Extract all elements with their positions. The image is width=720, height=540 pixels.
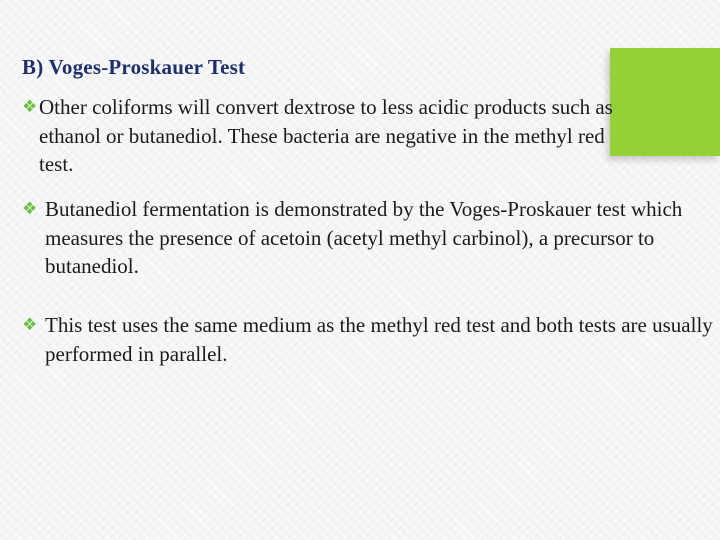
diamond-bullet-icon: ❖ bbox=[22, 199, 38, 218]
bullet-text-2: Butanediol fermentation is demonstrated by the Voges-Proskauer test which measures the presence of acetoin (acetyl methyl carbinol), a precursor to butanediol. bbox=[45, 197, 683, 278]
diamond-bullet-icon: ❖ bbox=[22, 315, 38, 334]
diamond-bullet-icon: ❖ bbox=[22, 97, 38, 116]
bullet-text-1: Other coliforms will convert dextrose to less acidic products such as ethanol or butanediol. These bacteria are negative in the methyl red test. bbox=[39, 95, 613, 176]
bullet-item-2 bbox=[22, 195, 720, 281]
bullet-text-3: This test uses the same medium as the methyl red test and both tests are usually performed in parallel. bbox=[45, 313, 713, 366]
bullet-item-3 bbox=[22, 311, 720, 368]
bullet-item-1 bbox=[22, 93, 629, 179]
slide-title: B) Voges-Proskauer Test bbox=[22, 55, 246, 79]
